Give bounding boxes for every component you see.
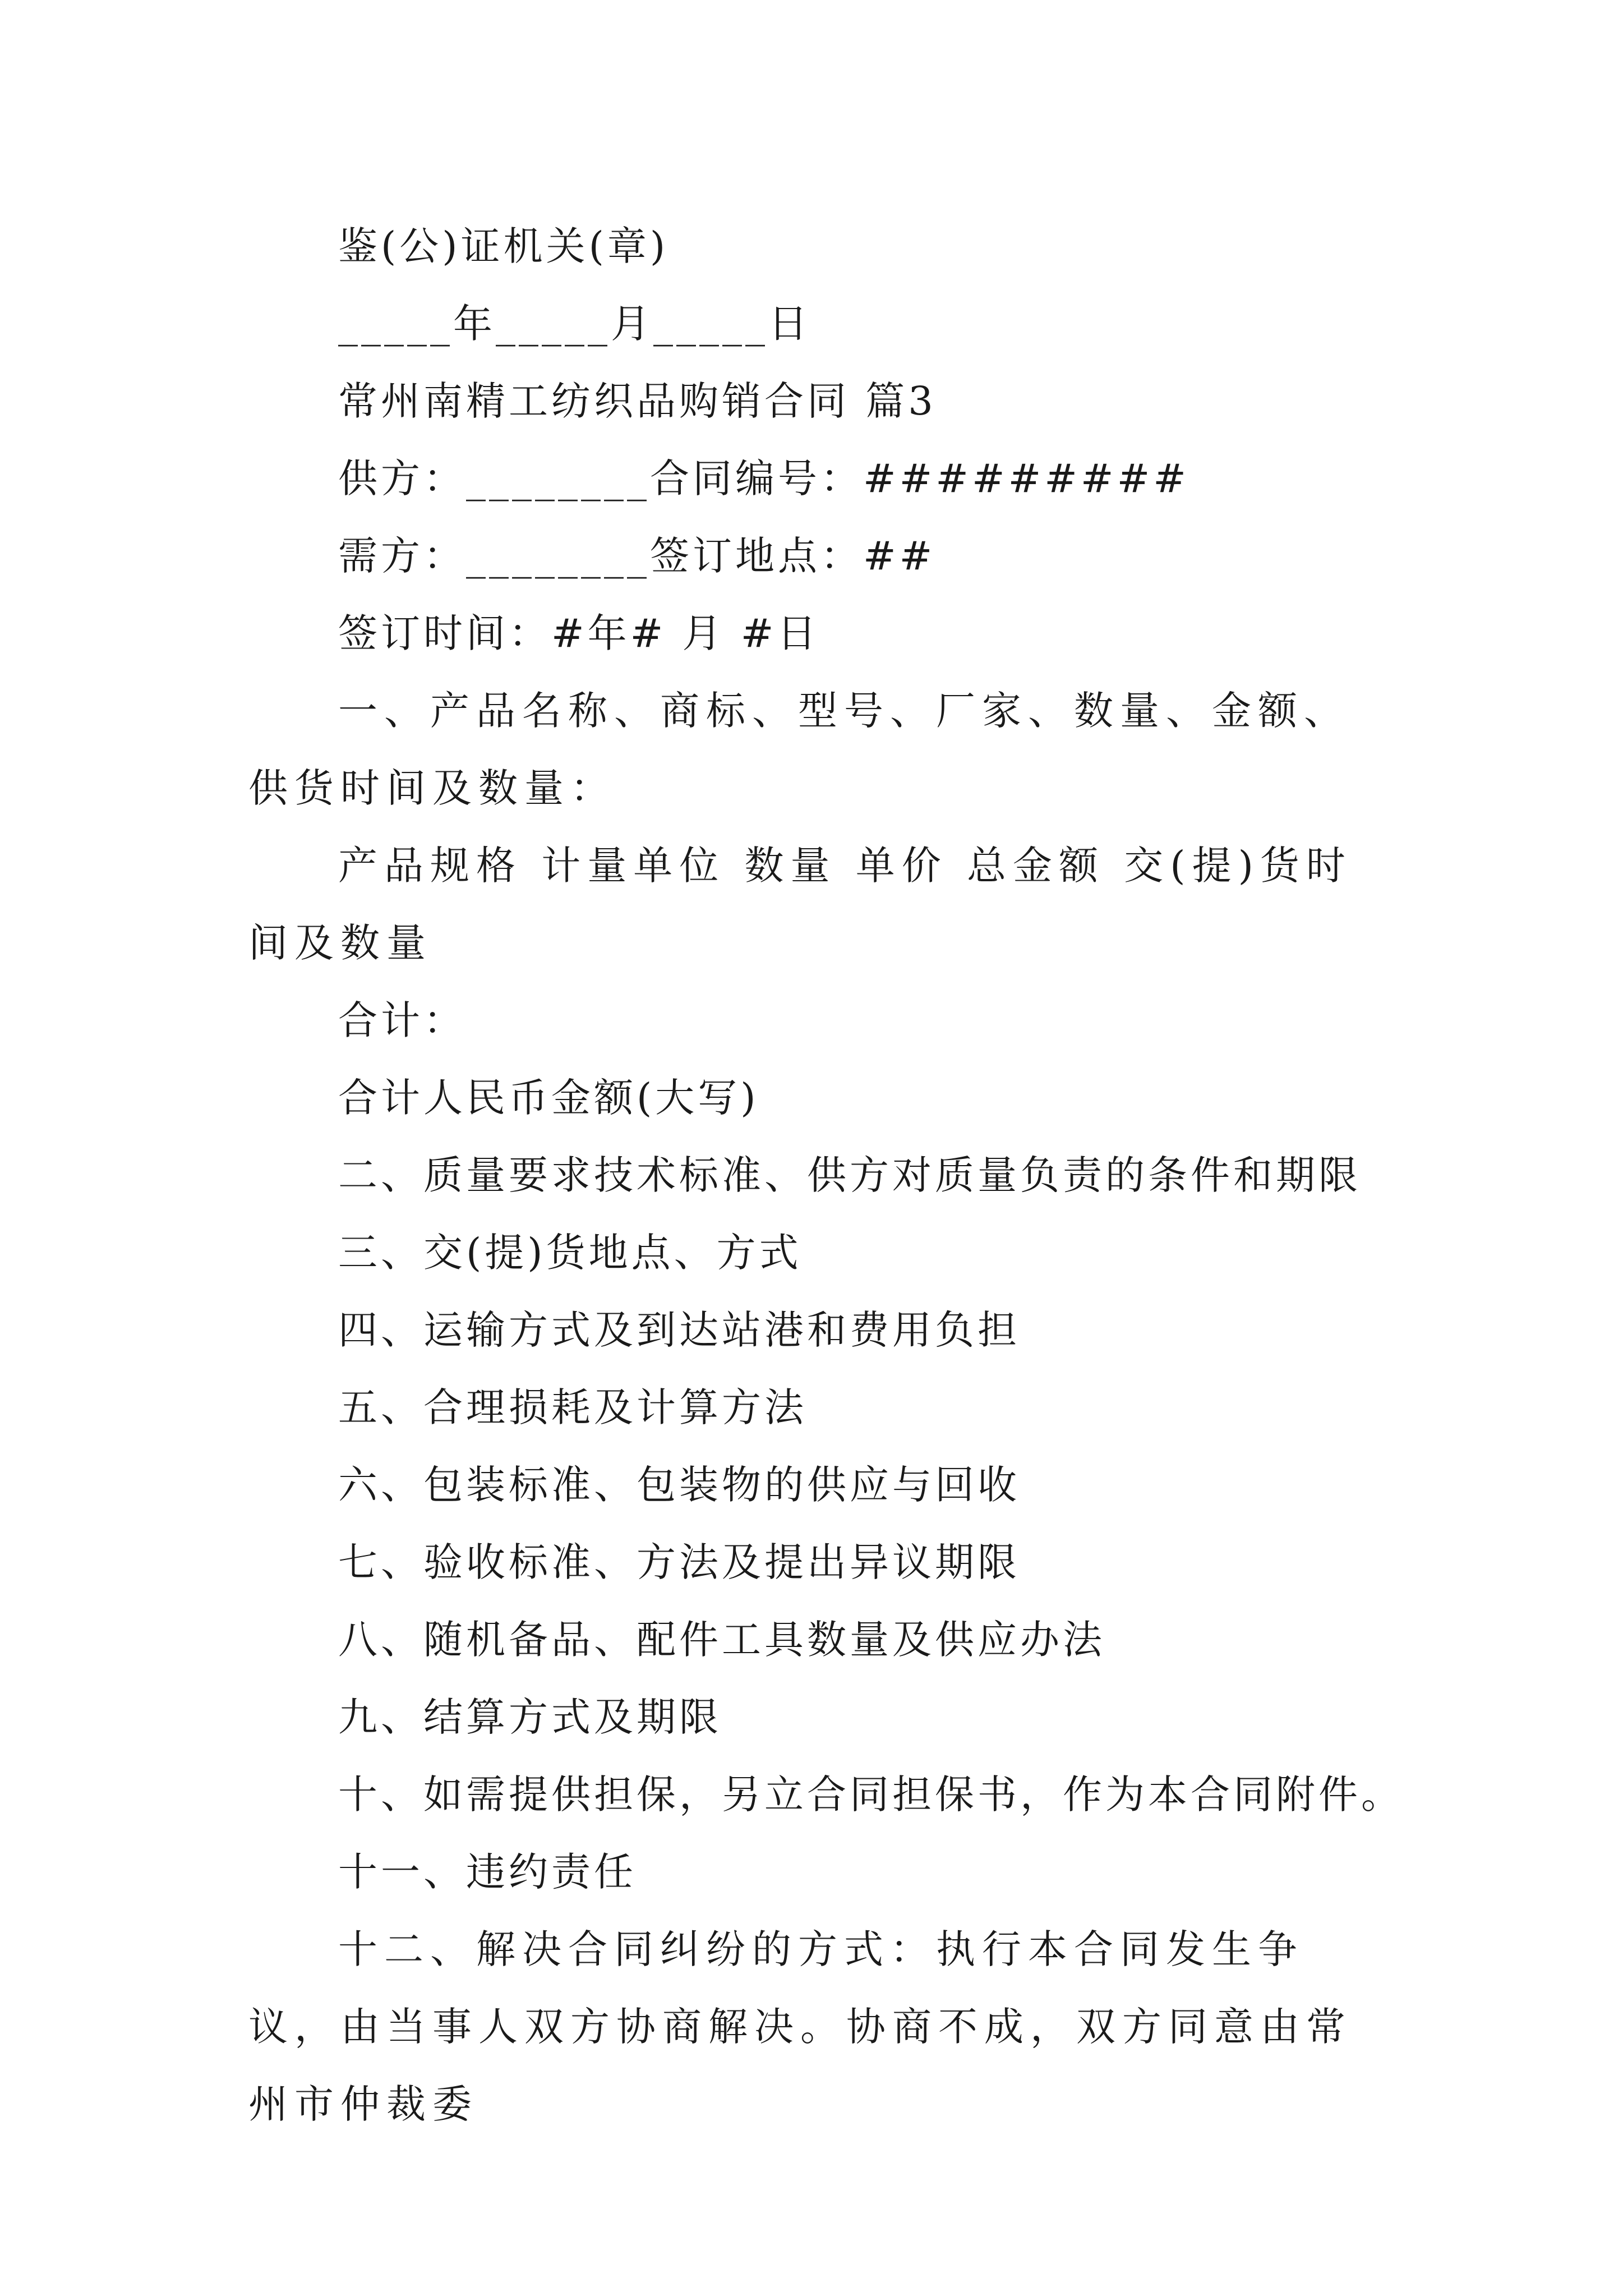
contract-title: 常州南精工纺织品购销合同 篇3 [338, 378, 937, 424]
clause-10: 十、如需提供担保，另立合同担保书，作为本合同附件。 [338, 1772, 1404, 1818]
document-body [248, 208, 1404, 2143]
clause-9: 九、结算方式及期限 [338, 1694, 722, 1740]
clause-7: 七、验收标准、方法及提出异议期限 [338, 1539, 1020, 1585]
total-rmb-line: 合计人民币金额(大写) [338, 1075, 759, 1121]
clause-3: 三、交(提)货地点、方式 [338, 1230, 802, 1276]
clause-6: 六、包装标准、包装物的供应与回收 [338, 1462, 1020, 1508]
clause-2: 二、质量要求技术标准、供方对质量负责的条件和期限 [338, 1152, 1361, 1198]
clause-1-paragraph: 一、产品名称、商标、型号、厂家、数量、金额、供货时间及数量： [248, 688, 1350, 811]
total-line: 合计： [338, 997, 466, 1043]
product-table-header: 产品规格 计量单位 数量 单价 总金额 交(提)货时间及数量 [248, 843, 1352, 966]
signing-time-line: 签订时间：#年# 月 #日 [338, 610, 820, 656]
clause-8: 八、随机备品、配件工具数量及供应办法 [338, 1617, 1105, 1663]
notary-seal-line: 鉴(公)证机关(章) [338, 223, 669, 269]
clause-5: 五、合理损耗及计算方法 [338, 1384, 807, 1430]
supplier-line: 供方：________合同编号：######### [338, 455, 1189, 501]
clause-11: 十一、违约责任 [338, 1849, 637, 1895]
buyer-line: 需方：________签订地点：## [338, 533, 936, 579]
date-line: _____年_____月_____日 [338, 301, 811, 347]
clause-4: 四、运输方式及到达站港和费用负担 [338, 1307, 1020, 1353]
clause-12-paragraph: 十二、解决合同纠纷的方式：执行本合同发生争议，由当事人双方协商解决。协商不成，双方同意由常州市仲裁委 [248, 1926, 1352, 2127]
